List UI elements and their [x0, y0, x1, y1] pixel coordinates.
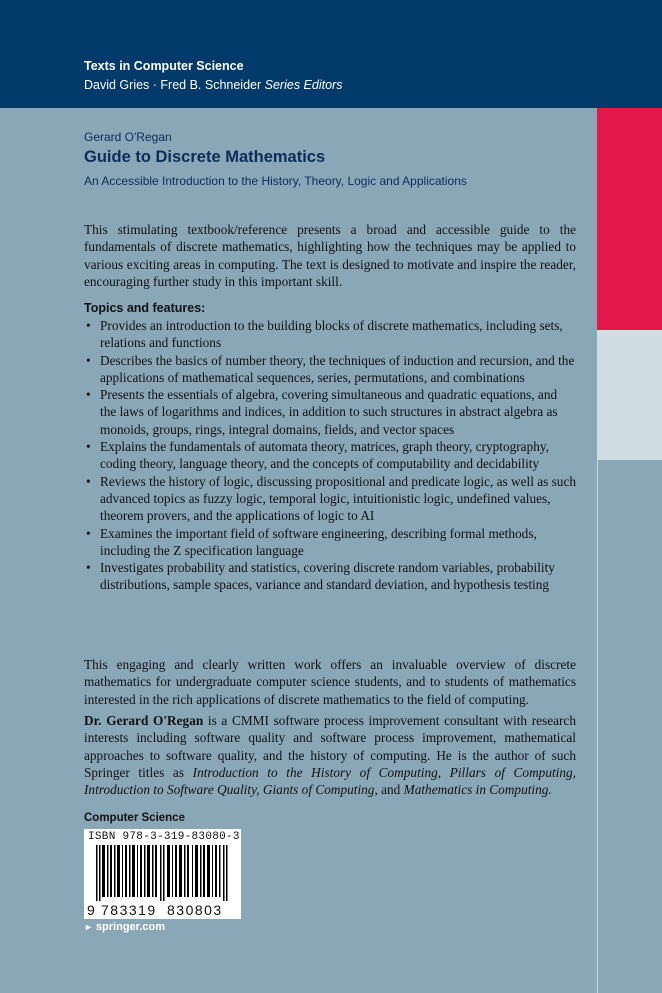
bio-titles-2: Mathematics in Computing. — [403, 782, 552, 798]
book-subtitle: An Accessible Introduction to the History, Theory, Logic and Applications — [84, 174, 467, 188]
bio-titles: Introduction to the History of Computing, Pillars of Computing, Introduction to Software Quality, Giants of Computing — [84, 764, 576, 798]
bullet-icon: • — [86, 525, 91, 541]
intro-paragraph: This stimulating textbook/reference presents a broad and accessible guide to the fundamentals of discrete mathematics, highlighting how the techniques may be applied to various exciting areas in computing. The text is designed to motivate and inspire the reader, encouraging further study in this important skill. — [84, 222, 576, 289]
topic-item — [84, 525, 576, 560]
topic-text: Describes the basics of number theory, the techniques of induction and recursion, and the applications of mathematical sequences, series, permutations, and combinations — [100, 352, 575, 385]
bullet-icon: • — [86, 473, 91, 489]
topic-text: Provides an introduction to the building blocks of discrete mathematics, including sets, relations and functions — [100, 318, 563, 351]
topic-item — [84, 352, 576, 387]
publisher-link-text: springer.com — [95, 921, 165, 933]
topic-text: Investigates probability and statistics, covering discrete random variables, probability distributions, sample spaces, variance and standard deviation, and hypothesis testing — [100, 560, 555, 593]
series-editors-names: David Gries · Fred B. Schneider — [84, 78, 262, 92]
ean-lead-digit: 9 — [87, 902, 95, 918]
topics-heading: Topics and features: — [84, 301, 206, 315]
category-label: Computer Science — [84, 812, 185, 824]
topic-text: Examines the important field of software engineering, describing formal methods, including the Z specification language — [100, 525, 537, 558]
book-title: Guide to Discrete Mathematics — [84, 148, 326, 166]
series-editors-role: Series Editors — [264, 78, 343, 92]
bullet-icon: • — [86, 387, 91, 403]
ean-group-right: 830803 — [167, 902, 223, 918]
accent-light-block — [597, 330, 662, 460]
topic-item — [84, 559, 576, 594]
accent-red-block — [597, 108, 662, 330]
bullet-icon: • — [86, 560, 91, 576]
series-editors — [84, 78, 342, 92]
series-title: Texts in Computer Science — [84, 59, 244, 73]
accent-divider-line — [597, 460, 598, 993]
isbn-barcode — [84, 829, 241, 919]
author-bio — [84, 712, 576, 798]
bullet-icon: • — [86, 439, 91, 455]
topics-list — [84, 317, 576, 594]
bio-name: Dr. Gerard O'Regan — [84, 713, 204, 728]
bio-text-2: , and — [374, 782, 404, 798]
topic-item — [84, 473, 576, 525]
topic-text: Explains the fundamentals of automata theory, matrices, graph theory, cryptography, coding theory, language theory, and the concepts of computability and decidability — [100, 439, 549, 472]
ean-group-left: 783319 — [101, 902, 157, 918]
bullet-icon: • — [86, 318, 91, 333]
isbn-text: ISBN 978-3-319-83080-3 — [88, 831, 240, 843]
topic-item — [84, 386, 576, 438]
publisher-link[interactable] — [84, 921, 165, 933]
bullet-icon: • — [86, 352, 91, 368]
barcode-bars — [88, 845, 237, 901]
topic-item — [84, 317, 576, 352]
topic-text: Reviews the history of logic, discussing propositional and predicate logic, as well as such advanced topics as fuzzy logic, temporal logic, intuitionistic logic, undefined values, theorem provers, and the applications of logic to AI — [100, 473, 577, 524]
arrow-right-icon: ► — [84, 922, 93, 932]
book-author: Gerard O'Regan — [84, 130, 172, 144]
summary-paragraph: This engaging and clearly written work offers an invaluable overview of discrete mathematics for undergraduate computer science students, and to students of mathematics interested in the rich applications of discrete mathematics to the field of computing. — [84, 657, 576, 707]
bio-text: is a CMMI software process improvement consultant with research interests including software quality and software process improvement, mathematical approaches to software quality, and the history of computing. He is the author of such Springer titles as — [84, 713, 576, 780]
topic-item — [84, 438, 576, 473]
topic-text: Presents the essentials of algebra, covering simultaneous and quadratic equations, and the laws of logarithms and indices, in addition to such structures in abstract algebra as monoids, groups, rings, integral domains, fields, and vector spaces — [100, 387, 558, 437]
